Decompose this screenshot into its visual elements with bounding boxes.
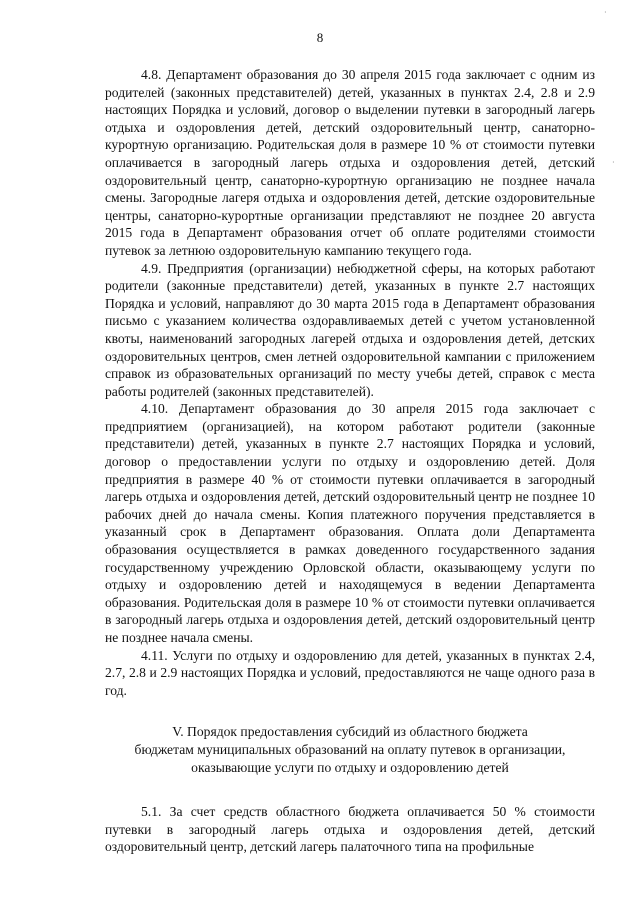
section-heading [105,723,595,776]
paragraph-5-1: 5.1. За счет средств областного бюджета оплачивается 50 % стоимости путевки в загородный лагерь отдыха и оздоровления детей, детский оздоровительный центр, детский лагерь палаточного типа на профильные [105,804,595,855]
paragraph-4-10: 4.10. Департамент образования до 30 апреля 2015 года заключает с предприятием (организацией), на котором работают родители (законные представители) детей, указанных в пункте 2.7 настоящих Порядка и условий, договор о предоставлении услуги по отдыху и оздоровлению детей. Доля предприятия в размере 40 % от стоимости путевки оплачивается в загородный лагерь отдыха и оздоровления детей, детский оздоровительный центр не позднее 10 рабочих дней до начала смены. Копия платежного поручения представляется в указанный срок в Департамент образования. Оплата доли Департамента образования осуществляется в рамках доведенного государственного задания государственному учреждению Орловской области, оказывающему услуги по отдыху и оздоровлению детей и находящемуся в ведении Департамента образования. Родительская доля в размере 10 % от стоимости путевки оплачивается в загородный лагерь отдыха и оздоровления детей, детский оздоровительный центр не позднее начала смены. [105,401,595,645]
paragraph-4-9: 4.9. Предприятия (организации) небюджетной сферы, на которых работают родители (законные представители) детей, указанных в пункте 2.7 настоящих Порядка и условий, направляют до 30 марта 2015 года в Департамент образования письмо с указанием количества оздоравливаемых детей с учетом установленной квоты, наименований загородных лагерей отдыха и оздоровления детей, детских оздоровительных центров, смен летней оздоровительной кампании с приложением справок из образовательных организаций по месту учебы детей, справок с места работы родителей (законных представителей). [105,260,595,399]
section-heading-line: V. Порядок предоставления субсидий из областного бюджета [172,724,528,740]
section-heading-line: бюджетам муниципальных образований на оплату путевок в организации, [134,741,566,757]
scan-mark-icon: · [612,158,615,167]
scan-mark-icon: · [604,8,607,17]
paragraph-4-11: 4.11. Услуги по отдыху и оздоровлению для детей, указанных в пунктах 2.4, 2.7, 2.8 и 2.9 настоящих Порядка и условий, предоставляются не чаще одного раза в год. [105,647,595,698]
page-number: 8 [316,30,324,45]
document-body [105,66,595,856]
paragraph-4-8: 4.8. Департамент образования до 30 апреля 2015 года заключает с одним из родителей (законных представителей) детей, указанных в пунктах 2.4, 2.8 и 2.9 настоящих Порядка и условий, договор о выделении путевки в загородный лагерь отдыха и оздоровления детей, детский оздоровительный центр, санаторно-курортную организацию. Родительская доля в размере 10 % от стоимости путевки оплачивается в загородный лагерь отдыха и оздоровления детей, детский оздоровительный центр, санаторно-курортную организацию не позднее начала смены. Загородные лагеря отдыха и оздоровления детей, детские оздоровительные центры, санаторно-курортные организации представляют не позднее 20 августа 2015 года в Департамент образования отчет об оплате родителями стоимости путевок за летнюю оздоровительную кампанию текущего года. [105,67,595,258]
section-heading-line: оказывающие услуги по отдыху и оздоровлению детей [191,759,509,775]
